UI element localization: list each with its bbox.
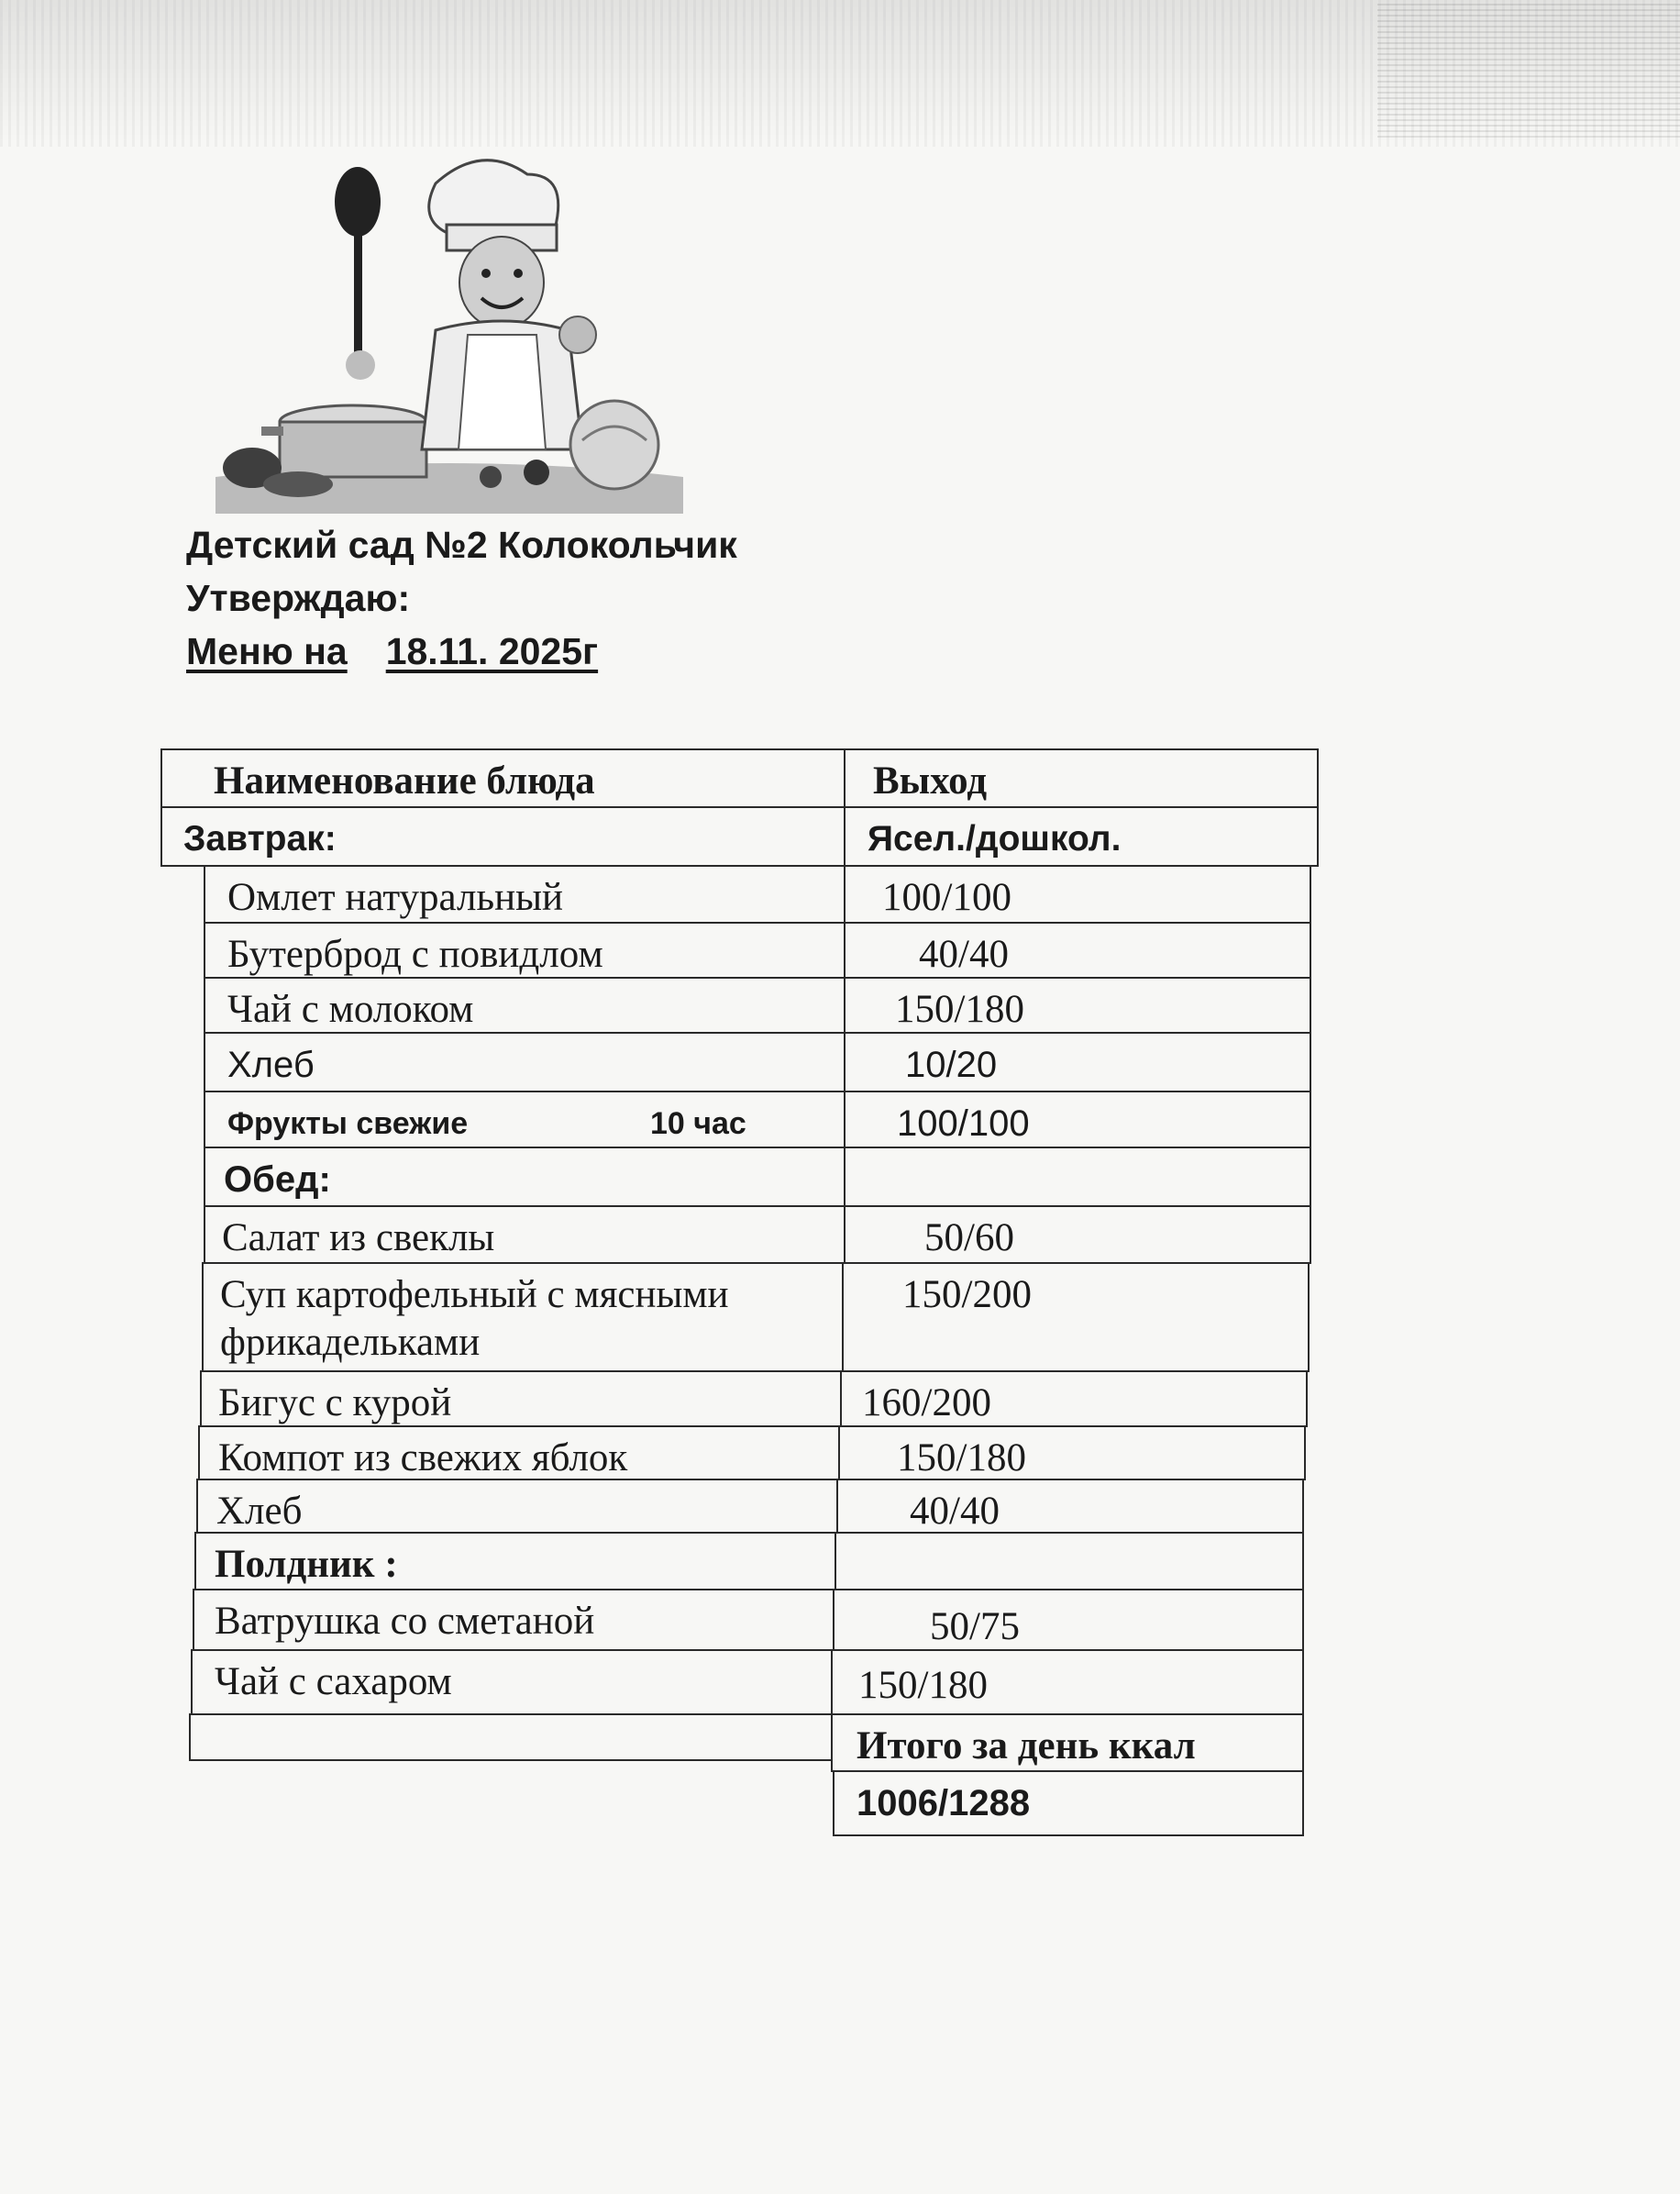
table-row-output: 150/200 (842, 1262, 1310, 1372)
output-subheader: Ясел./дошкол. (844, 806, 1319, 867)
approve-label: Утверждаю: (186, 577, 411, 619)
table-row-dish: Суп картофельный с мясными фрикадельками (202, 1262, 844, 1372)
menu-date-line (186, 625, 737, 678)
table-row-output: 150/180 (831, 1649, 1304, 1715)
fruit-name: Фрукты свежие (227, 1106, 469, 1141)
total-value: 1006/1288 (833, 1770, 1304, 1836)
table-row-output: 150/180 (844, 977, 1311, 1034)
column-header-output: Выход (844, 748, 1319, 808)
table-row-dish: Бигус с курой (200, 1370, 842, 1427)
section-lunch: Обед: (204, 1147, 846, 1207)
table-row-output: 50/60 (844, 1205, 1311, 1264)
section-snack: Полдник : (194, 1532, 836, 1590)
table-row-dish: Хлеб (196, 1479, 838, 1534)
table-row-output: 160/200 (840, 1370, 1308, 1427)
child-chef-illustration (206, 147, 692, 514)
total-label: Итого за день ккал (831, 1713, 1304, 1772)
table-row-dish: Хлеб (204, 1032, 846, 1092)
table-row-dish: Бутерброд с повидлом (204, 922, 846, 979)
empty-cell (834, 1532, 1304, 1590)
menu-prefix: Меню на (186, 630, 348, 672)
table-row-output: 100/100 (844, 865, 1311, 924)
menu-date: 18.11. 2025г (385, 630, 599, 672)
empty-cell (844, 1147, 1311, 1207)
fruit-time: 10 час (650, 1106, 746, 1141)
column-header-dish: Наименование блюда (160, 748, 846, 808)
scan-noise-corner (1377, 0, 1680, 138)
section-breakfast: Завтрак: (160, 806, 846, 867)
table-row-dish: Чай с сахаром (191, 1649, 833, 1715)
table-row-output: 150/180 (838, 1425, 1306, 1480)
document-header (186, 518, 737, 678)
table-row-output: 10/20 (844, 1032, 1311, 1092)
table-row-output: 50/75 (833, 1589, 1304, 1651)
table-row-dish: Компот из свежих яблок (198, 1425, 840, 1480)
kindergarten-name: Детский сад №2 Колокольчик (186, 524, 737, 566)
table-row-dish: Омлет натуральный (204, 865, 846, 924)
empty-cell (189, 1713, 833, 1761)
table-row-output: 100/100 (844, 1091, 1311, 1148)
table-row-dish: Ватрушка со сметаной (193, 1589, 834, 1651)
table-row-dish: Чай с молоком (204, 977, 846, 1034)
table-row-dish (204, 1091, 846, 1148)
table-row-output: 40/40 (844, 922, 1311, 979)
table-row-output: 40/40 (836, 1479, 1304, 1534)
table-row-dish: Салат из свеклы (204, 1205, 846, 1264)
